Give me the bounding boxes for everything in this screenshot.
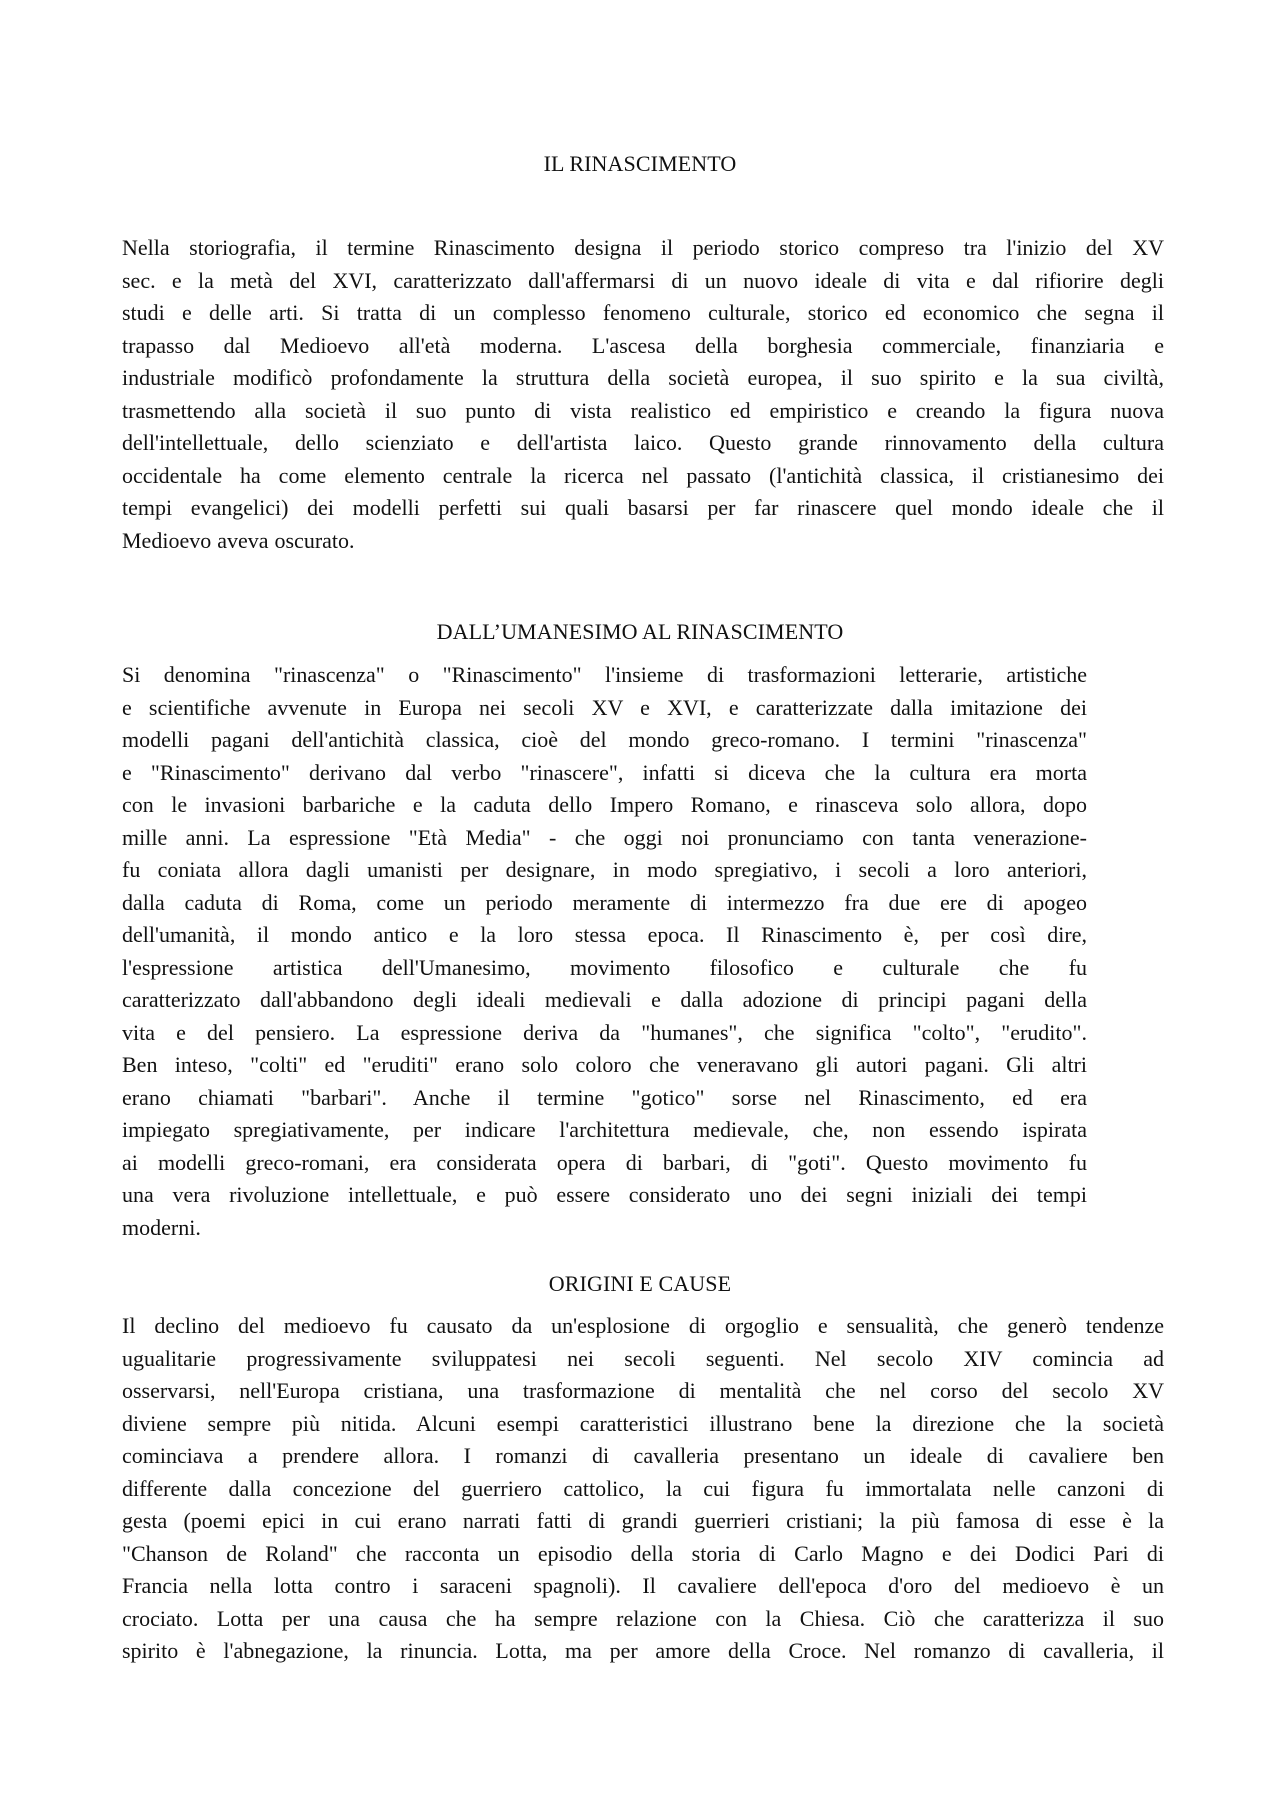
text-line: Si denomina "rinascenza" o "Rinascimento" l'insieme di trasformazioni letterarie, artistiche [122, 662, 1087, 687]
text-line: cominciava a prendere allora. I romanzi di cavalleria presentano un ideale di cavaliere ben [122, 1443, 1164, 1468]
text-line: Medioevo aveva oscurato. [122, 527, 355, 553]
text-line: ugualitarie progressivamente sviluppatesi nei secoli seguenti. Nel secolo XIV comincia ad [122, 1345, 1164, 1371]
text-line: dalla caduta di Roma, come un periodo meramente di intermezzo fra due ere di apogeo [122, 889, 1087, 915]
text-line: moderni. [122, 1214, 201, 1240]
text-line: fu coniata allora dagli umanisti per designare, in modo spregiativo, i secoli a loro anteriori, [122, 857, 1087, 882]
text-line: ai modelli greco-romani, era considerata opera di barbari, di "goti". Questo movimento fu [122, 1149, 1087, 1175]
text-line: mille anni. La espressione "Età Media" - che oggi noi pronunciamo con tanta venerazione- [122, 824, 1087, 850]
text-line: dell'umanità, il mondo antico e la loro stessa epoca. Il Rinascimento è, per così dire, [122, 922, 1087, 947]
text-line: industriale modificò profondamente la struttura della società europea, il suo spirito e la sua civiltà, [122, 365, 1164, 390]
text-line: tempi evangelici) dei modelli perfetti sui quali basarsi per far rinascere quel mondo ideale che il [122, 495, 1164, 520]
text-line: crociato. Lotta per una causa che ha sempre relazione con la Chiesa. Ciò che caratterizza il suo [122, 1605, 1164, 1631]
text-line: trasmettendo alla società il suo punto di vista realistico ed empiristico e creando la figura nuova [122, 397, 1164, 423]
text-line: dell'intellettuale, dello scienziato e dell'artista laico. Questo grande rinnovamento della cultura [122, 430, 1164, 455]
document-title: IL RINASCIMENTO [543, 151, 737, 176]
text-line: Ben inteso, "colti" ed "eruditi" erano solo coloro che veneravano gli autori pagani. Gli altri [122, 1052, 1087, 1077]
intro-paragraph [122, 232, 1164, 557]
text-line: gesta (poemi epici in cui erano narrati fatti di grandi guerrieri cristiani; la più famosa di esse è la [122, 1508, 1164, 1533]
text-line: e scientifiche avvenute in Europa nei secoli XV e XVI, e caratterizzate dalla imitazione dei [122, 694, 1087, 720]
text-line: trapasso dal Medioevo all'età moderna. L'ascesa della borghesia commerciale, finanziaria e [122, 332, 1164, 358]
text-line: caratterizzato dall'abbandono degli ideali medievali e dalla adozione di principi pagani della [122, 987, 1087, 1012]
text-line: studi e delle arti. Si tratta di un complesso fenomeno culturale, storico ed economico che segna il [122, 300, 1164, 325]
section-heading-origini: ORIGINI E CAUSE [548, 1271, 732, 1296]
section-heading-umanesimo: DALL’UMANESIMO AL RINASCIMENTO [436, 619, 844, 644]
section-paragraph-umanesimo [122, 659, 1087, 1244]
text-line: e "Rinascimento" derivano dal verbo "rinascere", infatti si diceva che la cultura era morta [122, 759, 1087, 785]
text-line: l'espressione artistica dell'Umanesimo, movimento filosofico e culturale che fu [122, 954, 1087, 980]
text-line: una vera rivoluzione intellettuale, e può essere considerato uno dei segni iniziali dei tempi [122, 1182, 1087, 1207]
text-line: Il declino del medioevo fu causato da un'esplosione di orgoglio e sensualità, che generò tendenze [122, 1313, 1164, 1338]
text-line: differente dalla concezione del guerriero cattolico, la cui figura fu immortalata nelle canzoni di [122, 1475, 1164, 1501]
text-line: con le invasioni barbariche e la caduta dello Impero Romano, e rinasceva solo allora, dopo [122, 792, 1087, 817]
text-line: "Chanson de Roland" che racconta un episodio della storia di Carlo Magno e dei Dodici Pari di [122, 1540, 1164, 1566]
text-line: modelli pagani dell'antichità classica, cioè del mondo greco-romano. I termini "rinascenza" [122, 727, 1087, 752]
text-line: Nella storiografia, il termine Rinascimento designa il periodo storico compreso tra l'inizio del XV [122, 235, 1164, 260]
text-line: sec. e la metà del XVI, caratterizzato dall'affermarsi di un nuovo ideale di vita e dal rifiorire degli [122, 267, 1164, 293]
text-line: impiegato spregiativamente, per indicare l'architettura medievale, che, non essendo ispirata [122, 1117, 1087, 1142]
text-line: vita e del pensiero. La espressione deriva da "humanes", che significa "colto", "erudito". [122, 1019, 1087, 1045]
text-line: Francia nella lotta contro i saraceni spagnoli). Il cavaliere dell'epoca d'oro del medioevo è un [122, 1573, 1164, 1598]
text-line: erano chiamati "barbari". Anche il termine "gotico" sorse nel Rinascimento, ed era [122, 1084, 1087, 1110]
text-line: spirito è l'abnegazione, la rinuncia. Lotta, ma per amore della Croce. Nel romanzo di cavalleria, il [122, 1638, 1164, 1663]
section-paragraph-origini [122, 1310, 1164, 1668]
text-line: occidentale ha come elemento centrale la ricerca nel passato (l'antichità classica, il cristianesimo dei [122, 462, 1164, 488]
text-line: osservarsi, nell'Europa cristiana, una trasformazione di mentalità che nel corso del secolo XV [122, 1378, 1164, 1403]
text-line: diviene sempre più nitida. Alcuni esempi caratteristici illustrano bene la direzione che la società [122, 1410, 1164, 1436]
